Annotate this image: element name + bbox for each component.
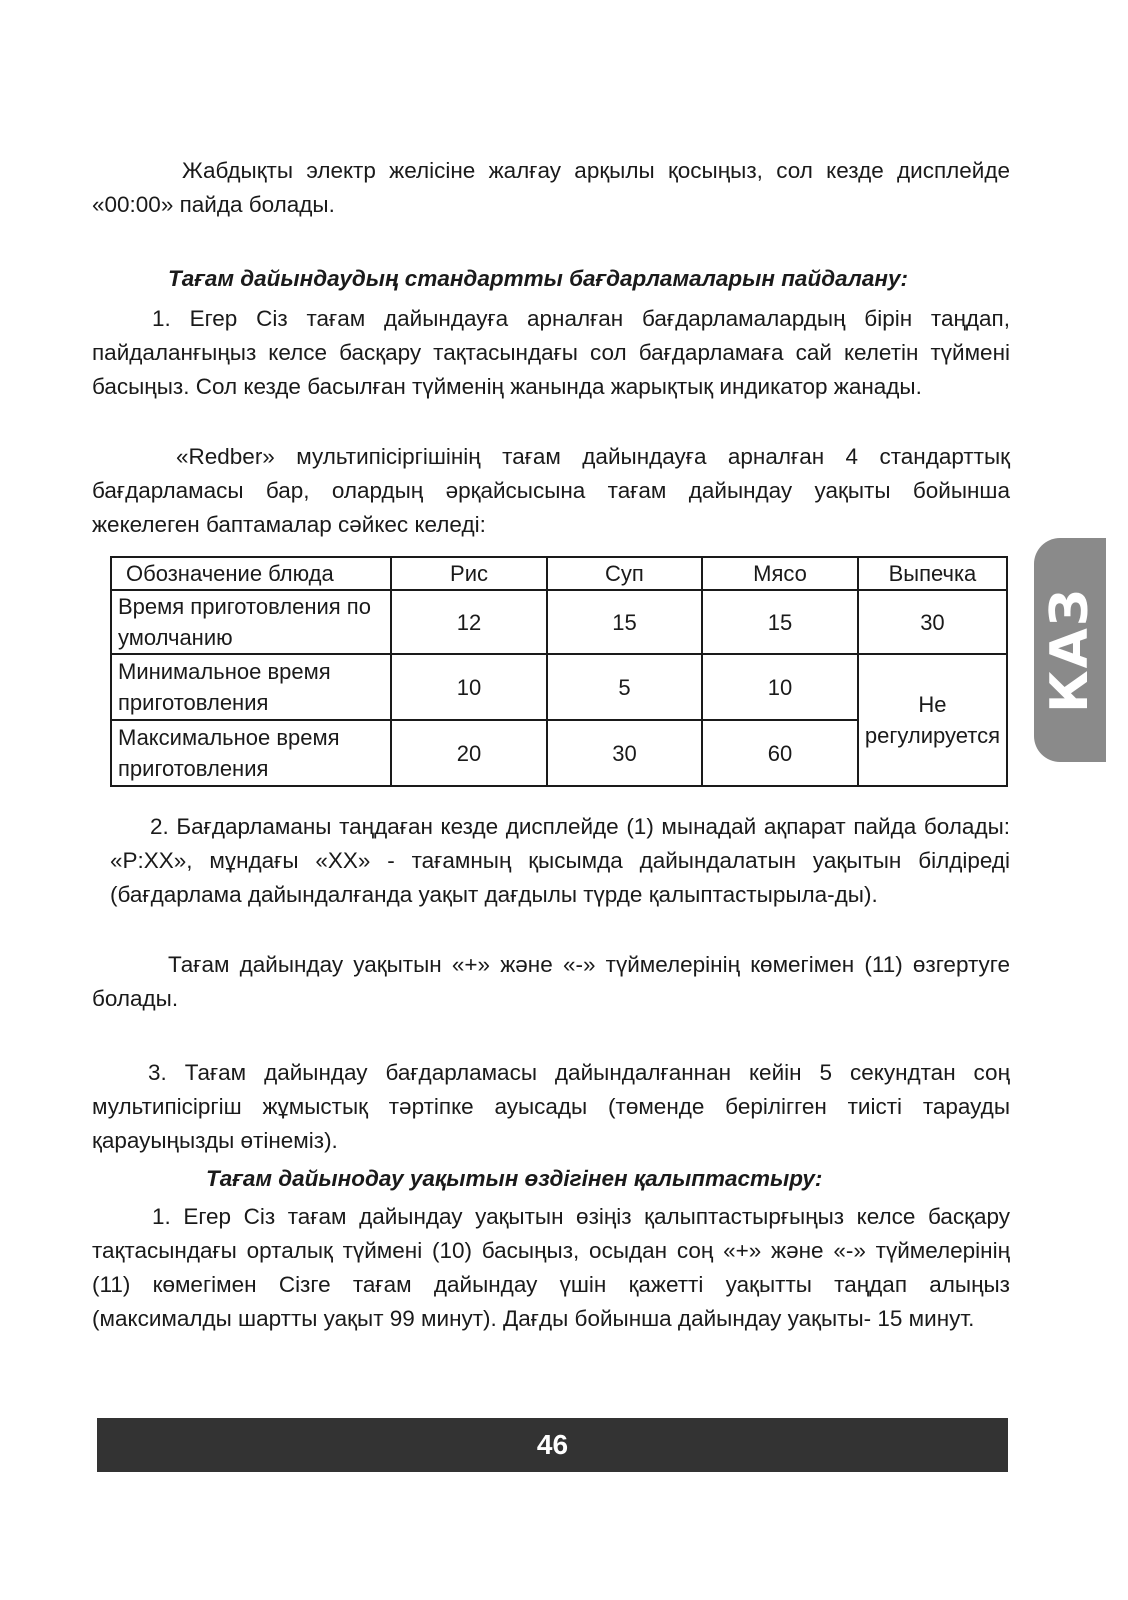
paragraph-time-adjust: Тағам дайындау уақытын «+» және «-» түймелерінің көмегімен (11) өзгертуге болады. — [92, 952, 1010, 1011]
table-header-cell: Обозначение блюда — [111, 557, 391, 590]
table-cell: 20 — [391, 720, 546, 786]
table-cell: 15 — [702, 590, 858, 654]
table-cell: 30 — [547, 720, 702, 786]
table-row-label: Максимальное время приготовления — [111, 720, 391, 786]
table-cell: 15 — [547, 590, 702, 654]
footer-page-bar — [97, 1418, 1008, 1472]
table-row — [111, 590, 1007, 654]
table-cell: 60 — [702, 720, 858, 786]
table-header-row — [111, 557, 1007, 590]
language-side-tab — [1034, 538, 1106, 762]
cooking-parameters-table — [110, 556, 1008, 787]
intro-paragraph: Жабдықты электр желісіне жалғау арқылы қосыңыз, сол кезде дисплейде «00:00» пайда болады. — [92, 158, 1010, 217]
table-header-cell: Мясо — [702, 557, 858, 590]
table-merged-cell-not-adjustable: Не регулируется — [858, 654, 1007, 786]
paragraph-step-1: 1. Егер Сіз тағам дайындауға арналған бағдарламалардың бірін таңдап, пайдаланғыңыз келсе басқару тақтасындағы сол бағдарламаға сай келетін түймені басыңыз. Сол кезде басылған түйменің жанында жарықтық индикатор жанады. — [92, 306, 1010, 399]
table-row-label: Минимальное время приготовления — [111, 654, 391, 720]
table-cell: 5 — [547, 654, 702, 720]
table-cell: 30 — [858, 590, 1007, 654]
table-header-cell: Выпечка — [858, 557, 1007, 590]
section-heading-standard-programs: Тағам дайындаудың стандартты бағдарламаларын пайдалану: — [168, 266, 908, 291]
table-cell: 10 — [391, 654, 546, 720]
table-header-cell: Рис — [391, 557, 546, 590]
table-header-cell: Суп — [547, 557, 702, 590]
paragraph-step-2: 2. Бағдарламаны таңдаған кезде дисплейде (1) мынадай ақпарат пайда болады: «P:XX», мұндағы «XX» - тағамның қысымда дайындалатын уақытын білдіреді (бағдарлама дайындалғанда уақыт дағдылы түрде қалыптастырыла-ды). — [110, 814, 1010, 907]
paragraph-programs-info: «Redber» мультипісіргішінің тағам дайындауға арналған 4 стандарттық бағдарламасы бар, олардың әрқайсысына тағам дайындау уақыты бойынша жекелеген баптамалар сәйкес келеді: — [92, 444, 1010, 537]
table-row — [111, 654, 1007, 720]
table-row-label: Время приготовления по умолчанию — [111, 590, 391, 654]
language-code: КАЗ — [1040, 587, 1100, 713]
section-heading-manual-time: Тағам дайынодау уақытын өздігінен қалыптастыру: — [206, 1166, 823, 1191]
page-number: 46 — [536, 1429, 569, 1460]
table-cell: 10 — [702, 654, 858, 720]
paragraph-manual-step-1: 1. Егер Сіз тағам дайындау уақытын өзіңіз қалыптастырғыңыз келсе басқару тақтасындағы орталық түймені (10) басыңыз, осыдан соң «+» және «-» түймелерінің (11) көмегімен Сізге тағам дайындау үшін қажетті уақытты таңдап алыңыз (максималды шартты уақыт 99 минут). Дағды бойынша дайындау уақыты- 15 минут. — [92, 1204, 1010, 1331]
table-cell: 12 — [391, 590, 546, 654]
paragraph-step-3: 3. Тағам дайындау бағдарламасы дайындалғаннан кейін 5 секундтан соң мультипісіргіш жұмыстық тәртіпке ауысады (төменде берілігген тиісті тарауды қарауыңызды өтінеміз). — [92, 1060, 1010, 1153]
